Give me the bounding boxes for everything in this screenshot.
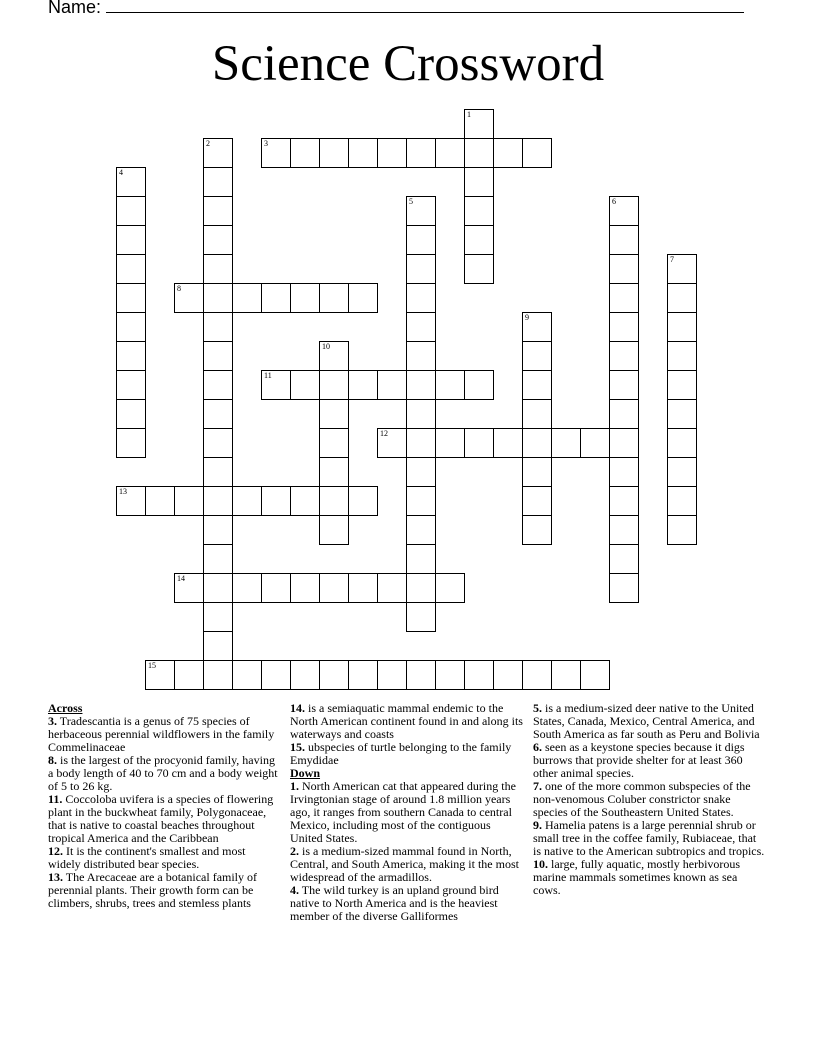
clue-text: It is the continent's smallest and most widely distributed bear species.	[48, 844, 246, 871]
grid-cell[interactable]	[378, 660, 407, 690]
grid-cell[interactable]	[349, 283, 378, 313]
grid-cell[interactable]	[465, 139, 494, 168]
clue-number: 8.	[48, 753, 57, 767]
grid-cell[interactable]	[609, 516, 639, 545]
grid-cell[interactable]	[465, 370, 494, 400]
grid-cell[interactable]	[203, 400, 233, 429]
grid-cell[interactable]	[262, 486, 291, 516]
grid-cell[interactable]	[291, 573, 320, 603]
cell-number: 12	[380, 429, 388, 438]
grid-cell[interactable]	[581, 428, 610, 458]
grid-cell[interactable]	[320, 138, 349, 168]
clue-number: 1.	[290, 779, 299, 793]
grid-cell[interactable]	[204, 487, 233, 516]
grid-cell[interactable]	[436, 573, 465, 603]
page-title: Science Crossword	[211, 36, 605, 92]
clue-across	[48, 793, 280, 845]
grid-cell[interactable]	[609, 342, 639, 371]
clue-down	[290, 780, 524, 845]
grid-cell[interactable]	[203, 371, 233, 400]
clue-down	[533, 780, 765, 819]
grid-cell[interactable]	[291, 660, 320, 690]
grid-cell[interactable]	[667, 487, 697, 516]
clue-down	[533, 858, 765, 897]
grid-cell[interactable]	[406, 516, 436, 545]
grid-cell[interactable]	[116, 167, 146, 197]
clue-text: is the largest of the procyonid family, having a body length of 40 to 70 cm and a body weight of 5 to 26 kg.	[48, 753, 278, 793]
clue-column-3	[533, 702, 765, 897]
grid-cell[interactable]	[609, 226, 639, 255]
cell-number: 9	[525, 313, 529, 322]
grid-cell[interactable]	[523, 660, 552, 690]
clue-text: is a medium-sized mammal found in North, Central, and South America, making it the most widespread of the armadillos.	[290, 844, 519, 884]
clue-text: ubspecies of turtle belonging to the family Emydidae	[290, 740, 512, 767]
clue-across	[48, 715, 280, 754]
cell-number: 14	[177, 574, 185, 583]
clue-number: 4.	[290, 883, 299, 897]
grid-cell[interactable]	[609, 545, 639, 574]
grid-cell[interactable]	[349, 370, 378, 400]
grid-cell[interactable]	[203, 226, 233, 255]
clue-number: 3.	[48, 714, 57, 728]
clue-down	[290, 884, 524, 923]
clue-text: seen as a keystone species because it digs burrows that provide shelter for at least 360 other animal species.	[533, 740, 745, 780]
grid-cell[interactable]	[522, 342, 552, 371]
clue-down	[290, 845, 524, 884]
grid-cell[interactable]	[203, 255, 233, 284]
grid-cell[interactable]	[378, 370, 407, 400]
grid-cell[interactable]	[667, 284, 697, 313]
grid-cell[interactable]	[436, 370, 465, 400]
clue-column-2	[290, 702, 524, 923]
across-heading: Across	[48, 701, 83, 715]
grid-cell[interactable]	[667, 254, 697, 284]
cell-number: 15	[148, 661, 156, 670]
clue-text: Coccoloba uvifera is a species of flowering plant in the buckwheat family, Polygonaceae, that is native to coastal beaches throughout tropical America and the Caribbean	[48, 792, 274, 845]
grid-cell[interactable]	[203, 458, 233, 487]
grid-cell[interactable]	[465, 660, 494, 690]
grid-cell[interactable]	[522, 487, 552, 516]
grid-cell[interactable]	[436, 138, 465, 168]
grid-cell[interactable]	[203, 632, 233, 661]
grid-cell[interactable]	[464, 168, 494, 197]
clue-number: 13.	[48, 870, 63, 884]
grid-cell[interactable]	[145, 660, 175, 690]
grid-cell[interactable]	[116, 429, 146, 458]
grid-cell[interactable]	[116, 255, 146, 284]
grid-cell[interactable]	[406, 342, 436, 371]
grid-cell[interactable]	[609, 574, 639, 603]
grid-cell[interactable]	[464, 197, 494, 226]
grid-cell[interactable]	[406, 545, 436, 574]
grid-cell[interactable]	[667, 458, 697, 487]
grid-cell[interactable]	[261, 138, 291, 168]
grid-cell[interactable]	[233, 660, 262, 690]
clue-text: is a semiaquatic mammal endemic to the North American continent found in and along its waterways and coasts	[290, 701, 523, 741]
cell-number: 4	[119, 168, 123, 177]
grid-cell[interactable]	[406, 487, 436, 516]
grid-cell[interactable]	[319, 429, 349, 458]
grid-cell[interactable]	[291, 138, 320, 168]
clue-text: The wild turkey is an upland ground bird native to North America and is the heaviest member of the diverse Galliformes	[290, 883, 499, 923]
grid-cell[interactable]	[116, 284, 146, 313]
grid-cell[interactable]	[233, 573, 262, 603]
grid-cell[interactable]	[319, 400, 349, 429]
grid-cell[interactable]	[406, 400, 436, 429]
grid-cell[interactable]	[175, 660, 204, 690]
grid-cell[interactable]	[523, 429, 552, 458]
grid-cell[interactable]	[609, 487, 639, 516]
grid-cell[interactable]	[464, 226, 494, 255]
grid-cell[interactable]	[203, 313, 233, 342]
grid-cell[interactable]	[116, 197, 146, 226]
cell-number: 13	[119, 487, 127, 496]
grid-cell[interactable]	[203, 168, 233, 197]
clue-across	[48, 871, 280, 910]
grid-cell[interactable]	[320, 371, 349, 400]
grid-cell[interactable]	[436, 428, 465, 458]
cell-number: 5	[409, 197, 413, 206]
clue-number: 12.	[48, 844, 63, 858]
grid-cell[interactable]	[522, 400, 552, 429]
clue-text: Tradescantia is a genus of 75 species of herbaceous perennial wildflowers in the family Commelinaceae	[48, 714, 275, 754]
clue-text: Hamelia patens is a large perennial shrub or small tree in the coffee family, Rubiaceae, that is native to the American subtropics and tropics.	[533, 818, 765, 858]
grid-cell[interactable]	[175, 486, 204, 516]
grid-cell[interactable]	[349, 573, 378, 603]
grid-cell[interactable]	[262, 283, 291, 313]
cell-number: 7	[670, 255, 674, 264]
grid-cell[interactable]	[406, 603, 436, 632]
grid-cell[interactable]	[291, 283, 320, 313]
grid-cell[interactable]	[116, 400, 146, 429]
clue-text: The Arecaceae are a botanical family of perennial plants. Their growth form can be climbers, shrubs, trees and stemless plants	[48, 870, 258, 910]
grid-cell[interactable]	[667, 313, 697, 342]
cell-number: 1	[467, 110, 471, 119]
grid-cell[interactable]	[407, 138, 436, 168]
grid-cell[interactable]	[436, 660, 465, 690]
clue-number: 14.	[290, 701, 305, 715]
clue-text: is a medium-sized deer native to the United States, Canada, Mexico, Central America, and South America as far south as Peru and Bolivia	[533, 701, 760, 741]
grid-cell[interactable]	[203, 342, 233, 371]
grid-cell[interactable]	[349, 138, 378, 168]
grid-cell[interactable]	[116, 313, 146, 342]
grid-cell[interactable]	[406, 226, 436, 255]
grid-cell[interactable]	[319, 516, 349, 545]
clue-down	[533, 741, 765, 780]
cell-number: 11	[264, 371, 272, 380]
grid-cell[interactable]	[406, 313, 436, 342]
grid-cell[interactable]	[609, 284, 639, 313]
clue-number: 7.	[533, 779, 542, 793]
clue-number: 15.	[290, 740, 305, 754]
grid-cell[interactable]	[320, 283, 349, 313]
grid-cell[interactable]	[291, 486, 320, 516]
grid-cell[interactable]	[203, 138, 233, 168]
grid-cell[interactable]	[116, 371, 146, 400]
grid-cell[interactable]	[233, 486, 262, 516]
grid-cell[interactable]	[667, 371, 697, 400]
clue-across	[48, 845, 280, 871]
grid-cell[interactable]	[522, 371, 552, 400]
grid-cell[interactable]	[377, 428, 407, 458]
grid-cell[interactable]	[667, 429, 697, 458]
grid-cell[interactable]	[552, 428, 581, 458]
clue-number: 6.	[533, 740, 542, 754]
grid-cell[interactable]	[494, 428, 523, 458]
down-heading: Down	[290, 766, 321, 780]
grid-cell[interactable]	[406, 196, 436, 226]
grid-cell[interactable]	[320, 487, 349, 516]
grid-cell[interactable]	[406, 255, 436, 284]
clue-down	[533, 819, 765, 858]
grid-cell[interactable]	[494, 660, 523, 690]
clue-across	[48, 754, 280, 793]
clue-column-1	[48, 702, 280, 910]
grid-cell[interactable]	[262, 660, 291, 690]
grid-cell[interactable]	[464, 109, 494, 139]
grid-cell[interactable]	[406, 458, 436, 487]
grid-cell[interactable]	[116, 342, 146, 371]
grid-cell[interactable]	[610, 429, 639, 458]
grid-cell[interactable]	[522, 458, 552, 487]
grid-cell[interactable]	[174, 573, 204, 603]
grid-cell[interactable]	[174, 283, 204, 313]
clue-number: 9.	[533, 818, 542, 832]
grid-cell[interactable]	[116, 486, 146, 516]
grid-cell[interactable]	[406, 284, 436, 313]
grid-cell[interactable]	[407, 429, 436, 458]
grid-cell[interactable]	[204, 284, 233, 313]
grid-cell[interactable]	[609, 255, 639, 284]
grid-cell[interactable]	[378, 573, 407, 603]
grid-cell[interactable]	[146, 486, 175, 516]
grid-cell[interactable]	[203, 197, 233, 226]
grid-cell[interactable]	[262, 573, 291, 603]
grid-cell[interactable]	[609, 196, 639, 226]
grid-cell[interactable]	[203, 516, 233, 545]
grid-cell[interactable]	[522, 516, 552, 545]
grid-cell[interactable]	[319, 341, 349, 371]
cell-number: 10	[322, 342, 330, 351]
grid-cell[interactable]	[203, 429, 233, 458]
grid-cell[interactable]	[609, 371, 639, 400]
grid-cell[interactable]	[320, 660, 349, 690]
grid-cell[interactable]	[203, 603, 233, 632]
clue-number: 10.	[533, 857, 548, 871]
grid-cell[interactable]	[667, 516, 697, 545]
grid-cell[interactable]	[378, 138, 407, 168]
clue-text: one of the more common subspecies of the non-venomous Coluber constrictor snake species of the Southeastern United States.	[533, 779, 751, 819]
clue-text: large, fully aquatic, mostly herbivorous marine mammals sometimes known as sea cows.	[533, 857, 741, 897]
grid-cell[interactable]	[349, 660, 378, 690]
grid-cell[interactable]	[261, 370, 291, 400]
clue-across	[290, 741, 524, 767]
grid-cell[interactable]	[609, 313, 639, 342]
grid-cell[interactable]	[407, 574, 436, 603]
clue-number: 11.	[48, 792, 63, 806]
grid-cell[interactable]	[494, 138, 523, 168]
name-label: Name:	[48, 0, 102, 17]
grid-cell[interactable]	[581, 660, 610, 690]
clue-text: North American cat that appeared during the Irvingtonian stage of around 1.8 million years ago, it ranges from southern Canada to central Mexico, including most of the contiguous United States.	[290, 779, 516, 845]
grid-cell[interactable]	[349, 486, 378, 516]
grid-cell[interactable]	[522, 312, 552, 342]
grid-cell[interactable]	[464, 255, 494, 284]
grid-cell[interactable]	[609, 458, 639, 487]
grid-cell[interactable]	[667, 400, 697, 429]
grid-cell[interactable]	[407, 660, 436, 690]
clue-number: 2.	[290, 844, 299, 858]
grid-cell[interactable]	[552, 660, 581, 690]
grid-cell[interactable]	[407, 371, 436, 400]
grid-cell[interactable]	[291, 370, 320, 400]
grid-cell[interactable]	[204, 661, 233, 690]
grid-cell[interactable]	[233, 283, 262, 313]
grid-cell[interactable]	[116, 226, 146, 255]
clue-number: 5.	[533, 701, 542, 715]
cell-number: 3	[264, 139, 268, 148]
grid-cell[interactable]	[667, 342, 697, 371]
clue-down	[533, 702, 765, 741]
grid-cell[interactable]	[465, 428, 494, 458]
grid-cell[interactable]	[609, 400, 639, 429]
cell-number: 6	[612, 197, 616, 206]
grid-cell[interactable]	[320, 573, 349, 603]
grid-cell[interactable]	[319, 458, 349, 487]
cell-number: 8	[177, 284, 181, 293]
clue-across	[290, 702, 524, 741]
grid-cell[interactable]	[204, 574, 233, 603]
grid-cell[interactable]	[523, 138, 552, 168]
cell-number: 2	[206, 139, 210, 148]
grid-cell[interactable]	[203, 545, 233, 574]
